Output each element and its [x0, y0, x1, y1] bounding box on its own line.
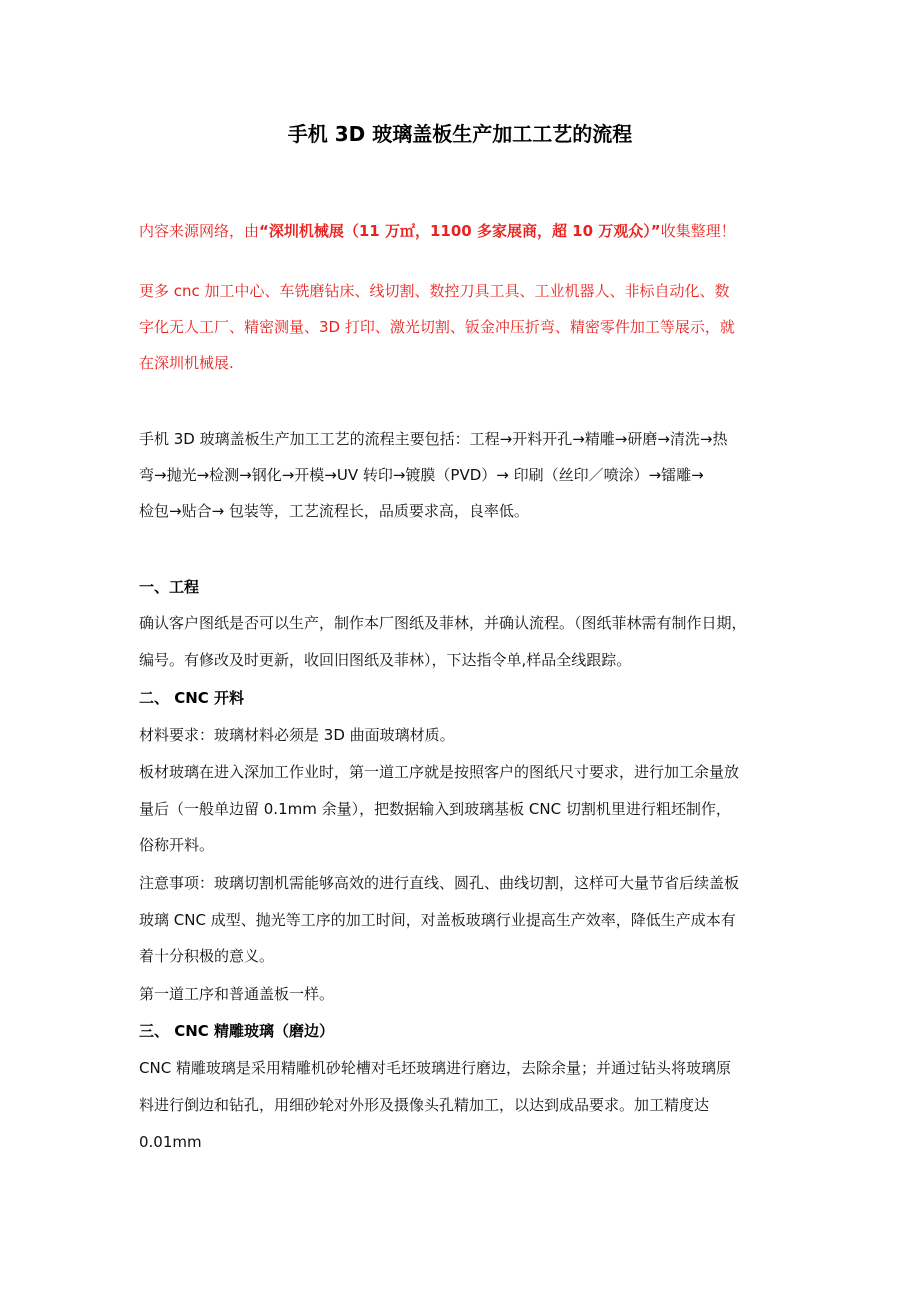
source-prefix: 内容来源网络，由 [139, 222, 260, 240]
section-1-line-2: 编号。有修改及时更新，收回旧图纸及菲林），下达指令单,样品全线跟踪。 [139, 651, 632, 669]
source-line [139, 220, 789, 242]
intro-line-1: 手机 3D 玻璃盖板生产加工工艺的流程主要包括：工程→开料开孔→精雕→研磨→清洗→热 [139, 430, 728, 448]
intro-line-2: 弯→抛光→检测→钢化→开模→UV 转印→镀膜（PVD）→ 印刷（丝印／喷涂）→镭雕→ [139, 466, 704, 484]
section-2-para-line-2: 量后（一般单边留 0.1mm 余量），把数据输入到玻璃基板 CNC 切割机里进行粗坯制作， [139, 800, 731, 818]
section-3-line-2: 料进行倒边和钻孔，用细砂轮对外形及摄像头孔精加工，以达到成品要求。加工精度达 [139, 1096, 710, 1114]
intro-line-3: 检包→贴合→ 包装等，工艺流程长，品质要求高，良率低。 [139, 502, 529, 520]
promo-line-1: 更多 cnc 加工中心、车铣磨钻床、线切割、数控刀具工具、工业机器人、非标自动化、数 [139, 282, 730, 300]
section-2-note-line-1: 注意事项：玻璃切割机需能够高效的进行直线、圆孔、曲线切割，这样可大量节省后续盖板 [139, 874, 740, 892]
section-2-heading: 二、 CNC 开料 [139, 689, 245, 707]
section-2-para-line-1: 板材玻璃在进入深加工作业时，第一道工序就是按照客户的图纸尺寸要求，进行加工余量放 [139, 763, 740, 781]
page-title: 手机 3D 玻璃盖板生产加工工艺的流程 [287, 122, 633, 146]
section-2-note-line-2: 玻璃 CNC 成型、抛光等工序的加工时间，对盖板玻璃行业提高生产效率，降低生产成本有 [139, 911, 736, 929]
section-1-line-1: 确认客户图纸是否可以生产，制作本厂图纸及菲林，并确认流程。（图纸菲林需有制作日期， [139, 614, 747, 632]
section-3-heading: 三、 CNC 精雕玻璃（磨边） [139, 1022, 335, 1040]
section-3-line-3: 0.01mm [139, 1133, 202, 1151]
source-highlight: “深圳机械展（11 万㎡，1100 多家展商，超 10 万观众）” [259, 222, 661, 240]
section-1-heading: 一、工程 [139, 578, 200, 596]
promo-line-3: 在深圳机械展. [139, 354, 234, 372]
section-2-note-line-3: 着十分积极的意义。 [139, 947, 275, 965]
promo-line-2: 字化无人工厂、精密测量、3D 打印、激光切割、钣金冲压折弯、精密零件加工等展示，就 [139, 318, 735, 336]
section-2-para-line-3: 俗称开料。 [139, 836, 215, 854]
section-2-last: 第一道工序和普通盖板一样。 [139, 985, 335, 1003]
source-suffix: 收集整理！ [660, 222, 736, 240]
section-3-line-1: CNC 精雕玻璃是采用精雕机砂轮槽对毛坯玻璃进行磨边，去除余量；并通过钻头将玻璃原 [139, 1059, 731, 1077]
section-2-material: 材料要求：玻璃材料必须是 3D 曲面玻璃材质。 [139, 726, 455, 744]
